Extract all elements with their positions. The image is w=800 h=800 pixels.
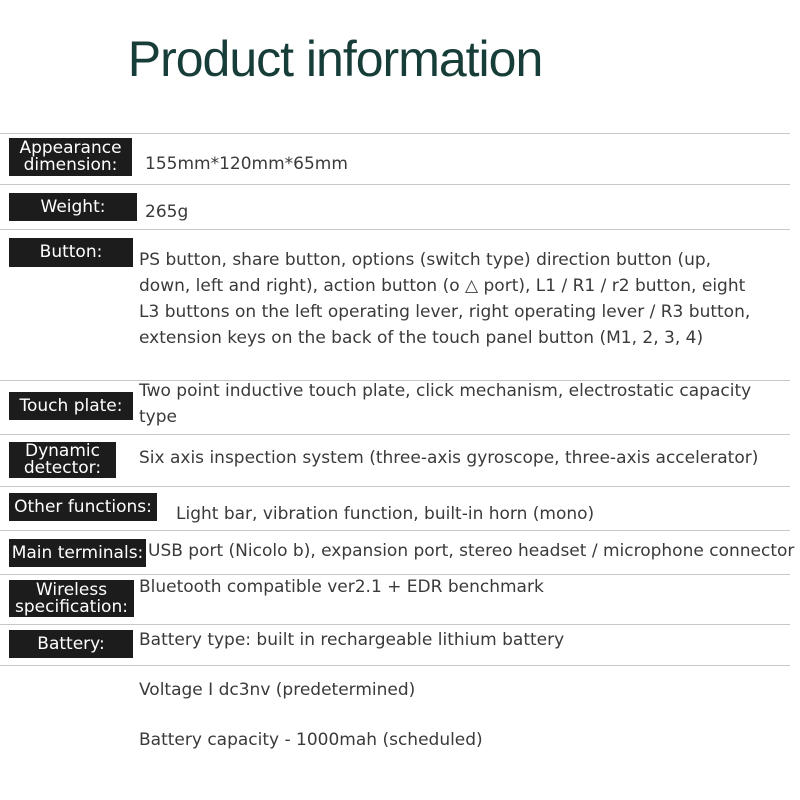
row-divider bbox=[0, 184, 790, 185]
label-detector-line2: detector: bbox=[23, 458, 102, 478]
label-dynamic-detector bbox=[9, 442, 116, 478]
value-main-terminals: USB port (Nicolo b), expansion port, stereo headset / microphone connector bbox=[148, 541, 795, 561]
value-other-functions: Light bar, vibration function, built-in horn (mono) bbox=[176, 504, 595, 524]
label-appearance-line1: Appearance bbox=[19, 138, 122, 158]
row-divider bbox=[0, 434, 790, 435]
label-detector-line1: Dynamic bbox=[25, 441, 100, 461]
row-divider bbox=[0, 133, 790, 134]
label-appearance-line2: dimension: bbox=[23, 155, 118, 175]
value-appearance: 155mm*120mm*65mm bbox=[145, 154, 348, 174]
page-title: Product information bbox=[127, 31, 543, 87]
row-divider bbox=[0, 486, 790, 487]
label-wireless-specification bbox=[9, 580, 134, 617]
value-touch-plate: Two point inductive touch plate, click mechanism, electrostatic capacity type bbox=[139, 381, 752, 427]
label-wireless-line1: Wireless bbox=[35, 579, 108, 600]
value-button: PS button, share button, options (switch type) direction button (up, down, left and right), action button (o △ port), L1 / R1 / r2 button, eight L3 buttons on the left operating lever, right operating lever / R3 button, extension keys on the back of the touch panel button (M1, 2, 3, 4) bbox=[139, 250, 751, 348]
value-battery-capacity: Battery capacity - 1000mah (scheduled) bbox=[139, 730, 483, 750]
value-battery-type: Battery type: built in rechargeable lithium battery bbox=[139, 630, 565, 650]
row-divider bbox=[0, 229, 790, 230]
label-wireless-line2: specification: bbox=[15, 596, 128, 617]
value-wireless-specification: Bluetooth compatible ver2.1 + EDR benchmark bbox=[139, 577, 544, 597]
row-divider bbox=[0, 530, 790, 531]
label-touch-plate: Touch plate: bbox=[9, 392, 133, 420]
row-divider bbox=[0, 665, 790, 666]
label-weight: Weight: bbox=[9, 193, 137, 221]
value-weight: 265g bbox=[145, 202, 189, 222]
label-main-terminals: Main terminals: bbox=[9, 539, 146, 567]
value-battery-voltage: Voltage I dc3nv (predetermined) bbox=[139, 680, 416, 700]
label-button: Button: bbox=[9, 238, 133, 267]
label-other-functions: Other functions: bbox=[9, 493, 157, 521]
value-dynamic-detector: Six axis inspection system (three-axis gyroscope, three-axis accelerator) bbox=[139, 448, 759, 468]
label-appearance bbox=[9, 138, 132, 176]
row-divider bbox=[0, 624, 790, 625]
label-battery: Battery: bbox=[9, 630, 133, 658]
